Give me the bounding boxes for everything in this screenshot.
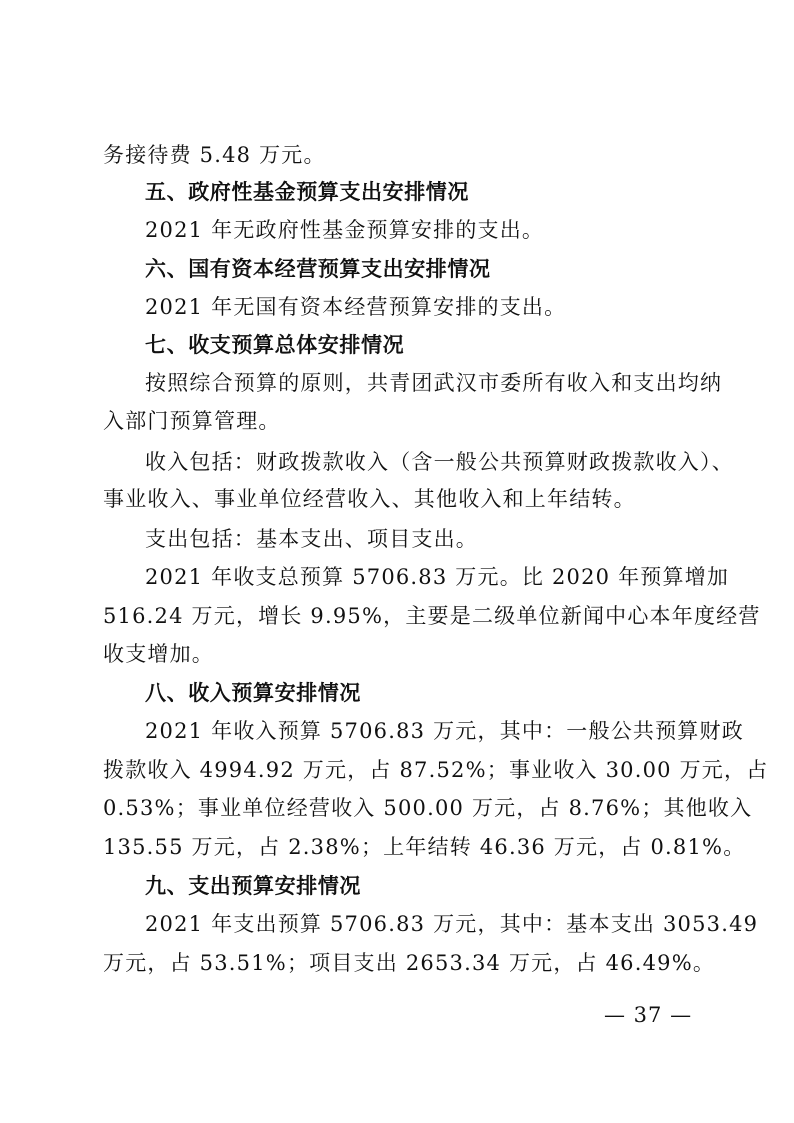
text-line: 入部门预算管理。	[103, 409, 281, 433]
text-line: 2021 年收支总预算 5706.83 万元。比 2020 年预算增加	[145, 565, 730, 589]
text-line: 2021 年无国有资本经营预算安排的支出。	[145, 295, 567, 319]
page-number: — 37 —	[604, 1003, 693, 1027]
text-line: 0.53%；事业单位经营收入 500.00 万元，占 8.76%；其他收入	[103, 796, 753, 820]
text-line: 务接待费 5.48 万元。	[103, 143, 326, 167]
text-line: 135.55 万元，占 2.38%；上年结转 46.36 万元，占 0.81%。	[103, 835, 746, 859]
section-heading-5: 五、政府性基金预算支出安排情况	[145, 180, 469, 204]
section-heading-9: 九、支出预算安排情况	[145, 874, 361, 898]
text-line: 收入包括：财政拨款收入（含一般公共预算财政拨款收入）、	[145, 450, 734, 474]
text-line: 2021 年支出预算 5706.83 万元，其中：基本支出 3053.49	[145, 912, 759, 936]
text-line: 按照综合预算的原则，共青团武汉市委所有收入和支出均纳	[145, 371, 723, 395]
text-line: 事业收入、事业单位经营收入、其他收入和上年结转。	[103, 487, 636, 511]
text-line: 支出包括：基本支出、项目支出。	[145, 527, 478, 551]
text-line: 2021 年无政府性基金预算安排的支出。	[145, 218, 545, 242]
text-line: 收支增加。	[103, 642, 214, 666]
section-heading-6: 六、国有资本经营预算支出安排情况	[145, 257, 491, 281]
text-line: 拨款收入 4994.92 万元，占 87.52%；事业收入 30.00 万元，占	[103, 758, 769, 782]
section-heading-7: 七、收支预算总体安排情况	[145, 333, 405, 357]
section-heading-8: 八、收入预算安排情况	[145, 681, 361, 705]
text-line: 516.24 万元，增长 9.95%，主要是二级单位新闻中心本年度经营	[103, 604, 761, 628]
text-line: 万元，占 53.51%；项目支出 2653.34 万元，占 46.49%。	[103, 951, 716, 975]
text-line: 2021 年收入预算 5706.83 万元，其中：一般公共预算财政	[145, 719, 744, 743]
